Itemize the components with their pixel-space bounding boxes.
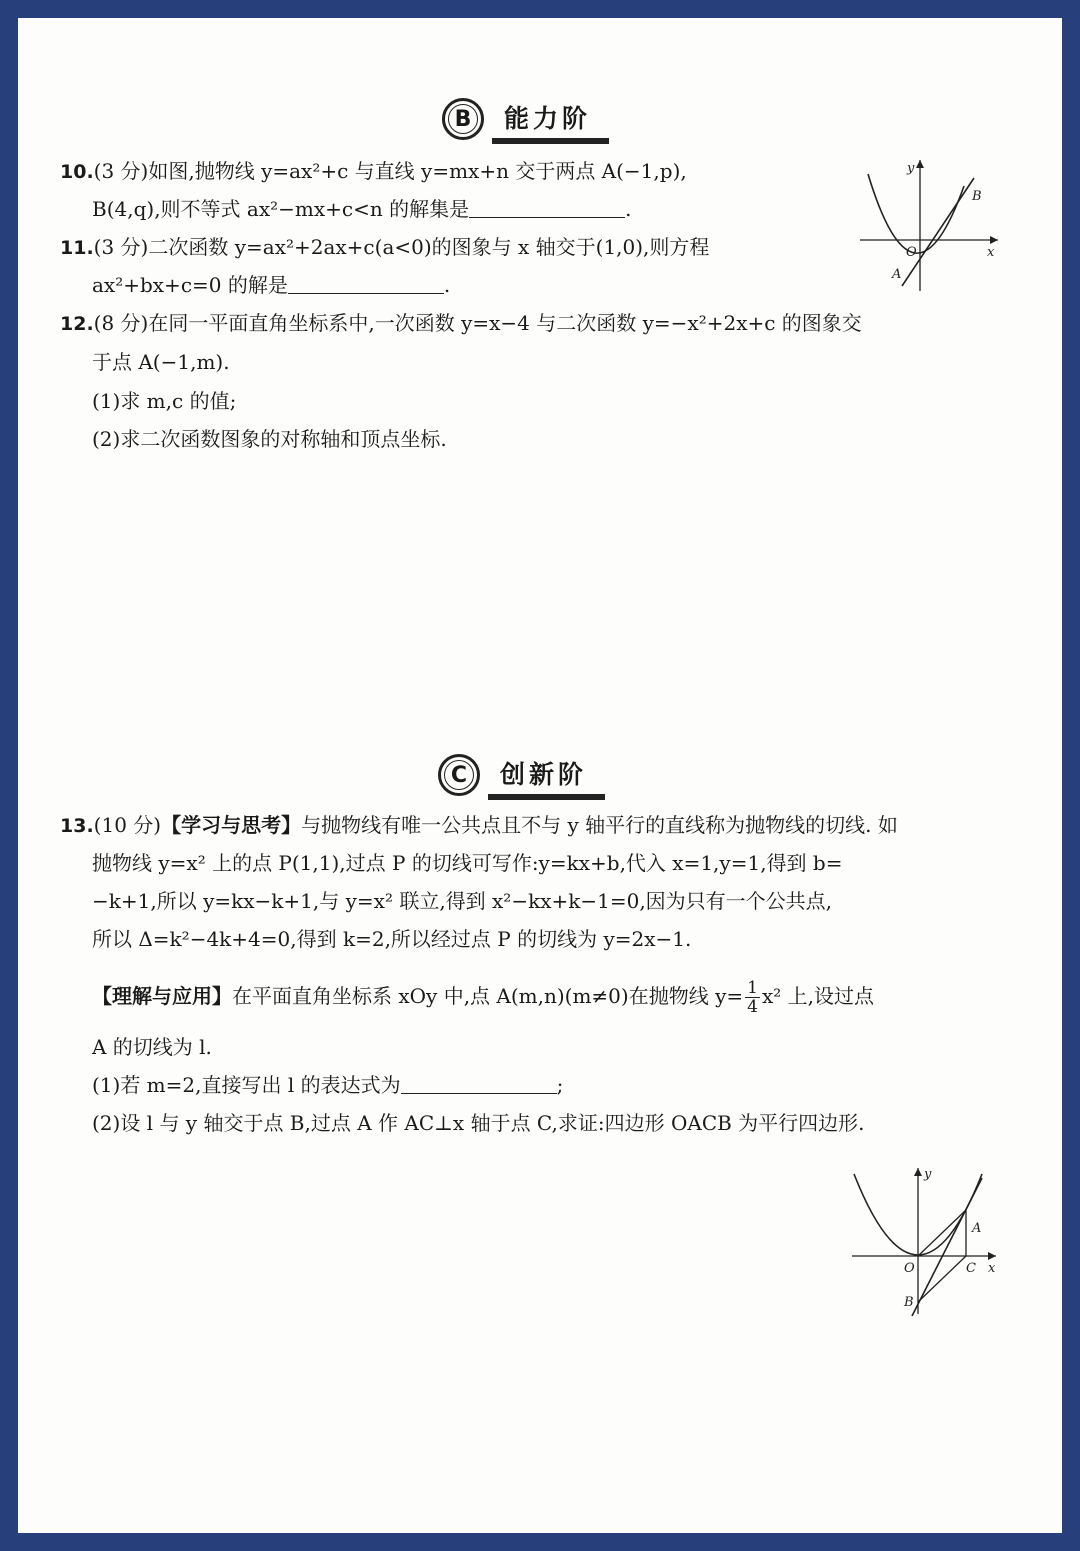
one-quarter-fraction: $\frac{1}{4}$ — [747, 978, 758, 1017]
q10-answer-blank[interactable] — [469, 197, 625, 218]
q12-line1: 12.(8 分)在同一平面直角坐标系中,一次函数 y=x−4 与二次函数 y=−x²+2x+c 的图象交 — [60, 311, 862, 335]
fig2-segment-oa — [918, 1210, 966, 1256]
q12-part2: (2)求二次函数图象的对称轴和顶点坐标. — [92, 427, 447, 451]
q12-line2: 于点 A(−1,m). — [92, 350, 230, 374]
fig1-x-arrow — [990, 236, 998, 244]
q10-number: 10. — [60, 161, 94, 183]
q10-line2: B(4,q),则不等式 ax²−mx+c<n 的解集是 . — [92, 197, 632, 221]
q11-answer-blank[interactable] — [288, 273, 444, 294]
q11-line1: 11.(3 分)二次函数 y=ax²+2ax+c(a<0)的图象与 x 轴交于(1,0),则方程 — [60, 235, 710, 259]
q10-parabola-line-figure — [854, 156, 1004, 296]
q13-line4: 所以 Δ=k²−4k+4=0,得到 k=2,所以经过点 P 的切线为 y=2x−1. — [92, 927, 692, 951]
worksheet-page — [18, 18, 1062, 1533]
q13-tangent-figure — [848, 1166, 998, 1316]
fig1-line — [902, 178, 974, 286]
q12-part1: (1)求 m,c 的值; — [92, 389, 237, 413]
q11-line2: ax²+bx+c=0 的解是 . — [92, 273, 451, 297]
q13-learn-tag: 【学习与思考】 — [161, 813, 302, 837]
section-c-title: 创新阶 — [488, 755, 599, 795]
fig2-origin-label: O — [904, 1261, 915, 1276]
fig1-y-arrow — [916, 160, 924, 168]
q13-number: 13. — [60, 815, 94, 837]
fig2-y-label: y — [924, 1167, 932, 1182]
q13-line3: −k+1,所以 y=kx−k+1,与 y=x² 联立,得到 x²−kx+k−1=0,因为只有一个公共点, — [92, 889, 833, 913]
section-c-header — [438, 754, 599, 796]
fig2-point-c-label: C — [966, 1261, 976, 1276]
section-b-badge: B — [442, 98, 484, 140]
section-c-badge: C — [438, 754, 480, 796]
fig2-x-arrow — [988, 1252, 996, 1260]
fig1-x-label: x — [987, 245, 995, 260]
q13-apply-tag: 【理解与应用】 — [92, 984, 232, 1008]
q13-line6: A 的切线为 l. — [92, 1035, 212, 1059]
fig2-y-arrow — [914, 1168, 922, 1176]
section-b-header — [442, 98, 603, 140]
fig2-x-label: x — [988, 1261, 996, 1276]
q11-number: 11. — [60, 237, 94, 259]
fig1-origin-label: O — [906, 245, 917, 260]
fig1-point-b-label: B — [972, 189, 982, 204]
section-b-title: 能力阶 — [492, 99, 603, 139]
q13-part2: (2)设 l 与 y 轴交于点 B,过点 A 作 AC⊥x 轴于点 C,求证:四边形 OACB 为平行四边形. — [92, 1111, 865, 1135]
fig1-point-a-label: A — [892, 267, 902, 282]
fig1-y-label: y — [907, 161, 915, 176]
q13-line2: 抛物线 y=x² 上的点 P(1,1),过点 P 的切线可写作:y=kx+b,代入 x=1,y=1,得到 b= — [92, 851, 843, 875]
q13-line1: 13.(10 分)【学习与思考】与抛物线有唯一公共点且不与 y 轴平行的直线称为抛物线的切线. 如 — [60, 813, 898, 837]
q12-number: 12. — [60, 313, 94, 335]
q13-apply-line: 【理解与应用】在平面直角坐标系 xOy 中,点 A(m,n)(m≠0)在抛物线 y= $\frac{1}{4}$ x² 上,设过点 — [92, 978, 874, 1017]
q13-part1: (1)若 m=2,直接写出 l 的表达式为 ; — [92, 1073, 564, 1097]
q10-line1: 10.(3 分)如图,抛物线 y=ax²+c 与直线 y=mx+n 交于两点 A(−1,p), — [60, 159, 687, 183]
fig2-point-b-label: B — [904, 1295, 914, 1310]
fig2-tangent-line — [912, 1178, 982, 1316]
q13-answer-blank[interactable] — [401, 1073, 557, 1094]
fig2-point-a-label: A — [972, 1221, 982, 1236]
fig2-segment-cb — [918, 1256, 966, 1302]
